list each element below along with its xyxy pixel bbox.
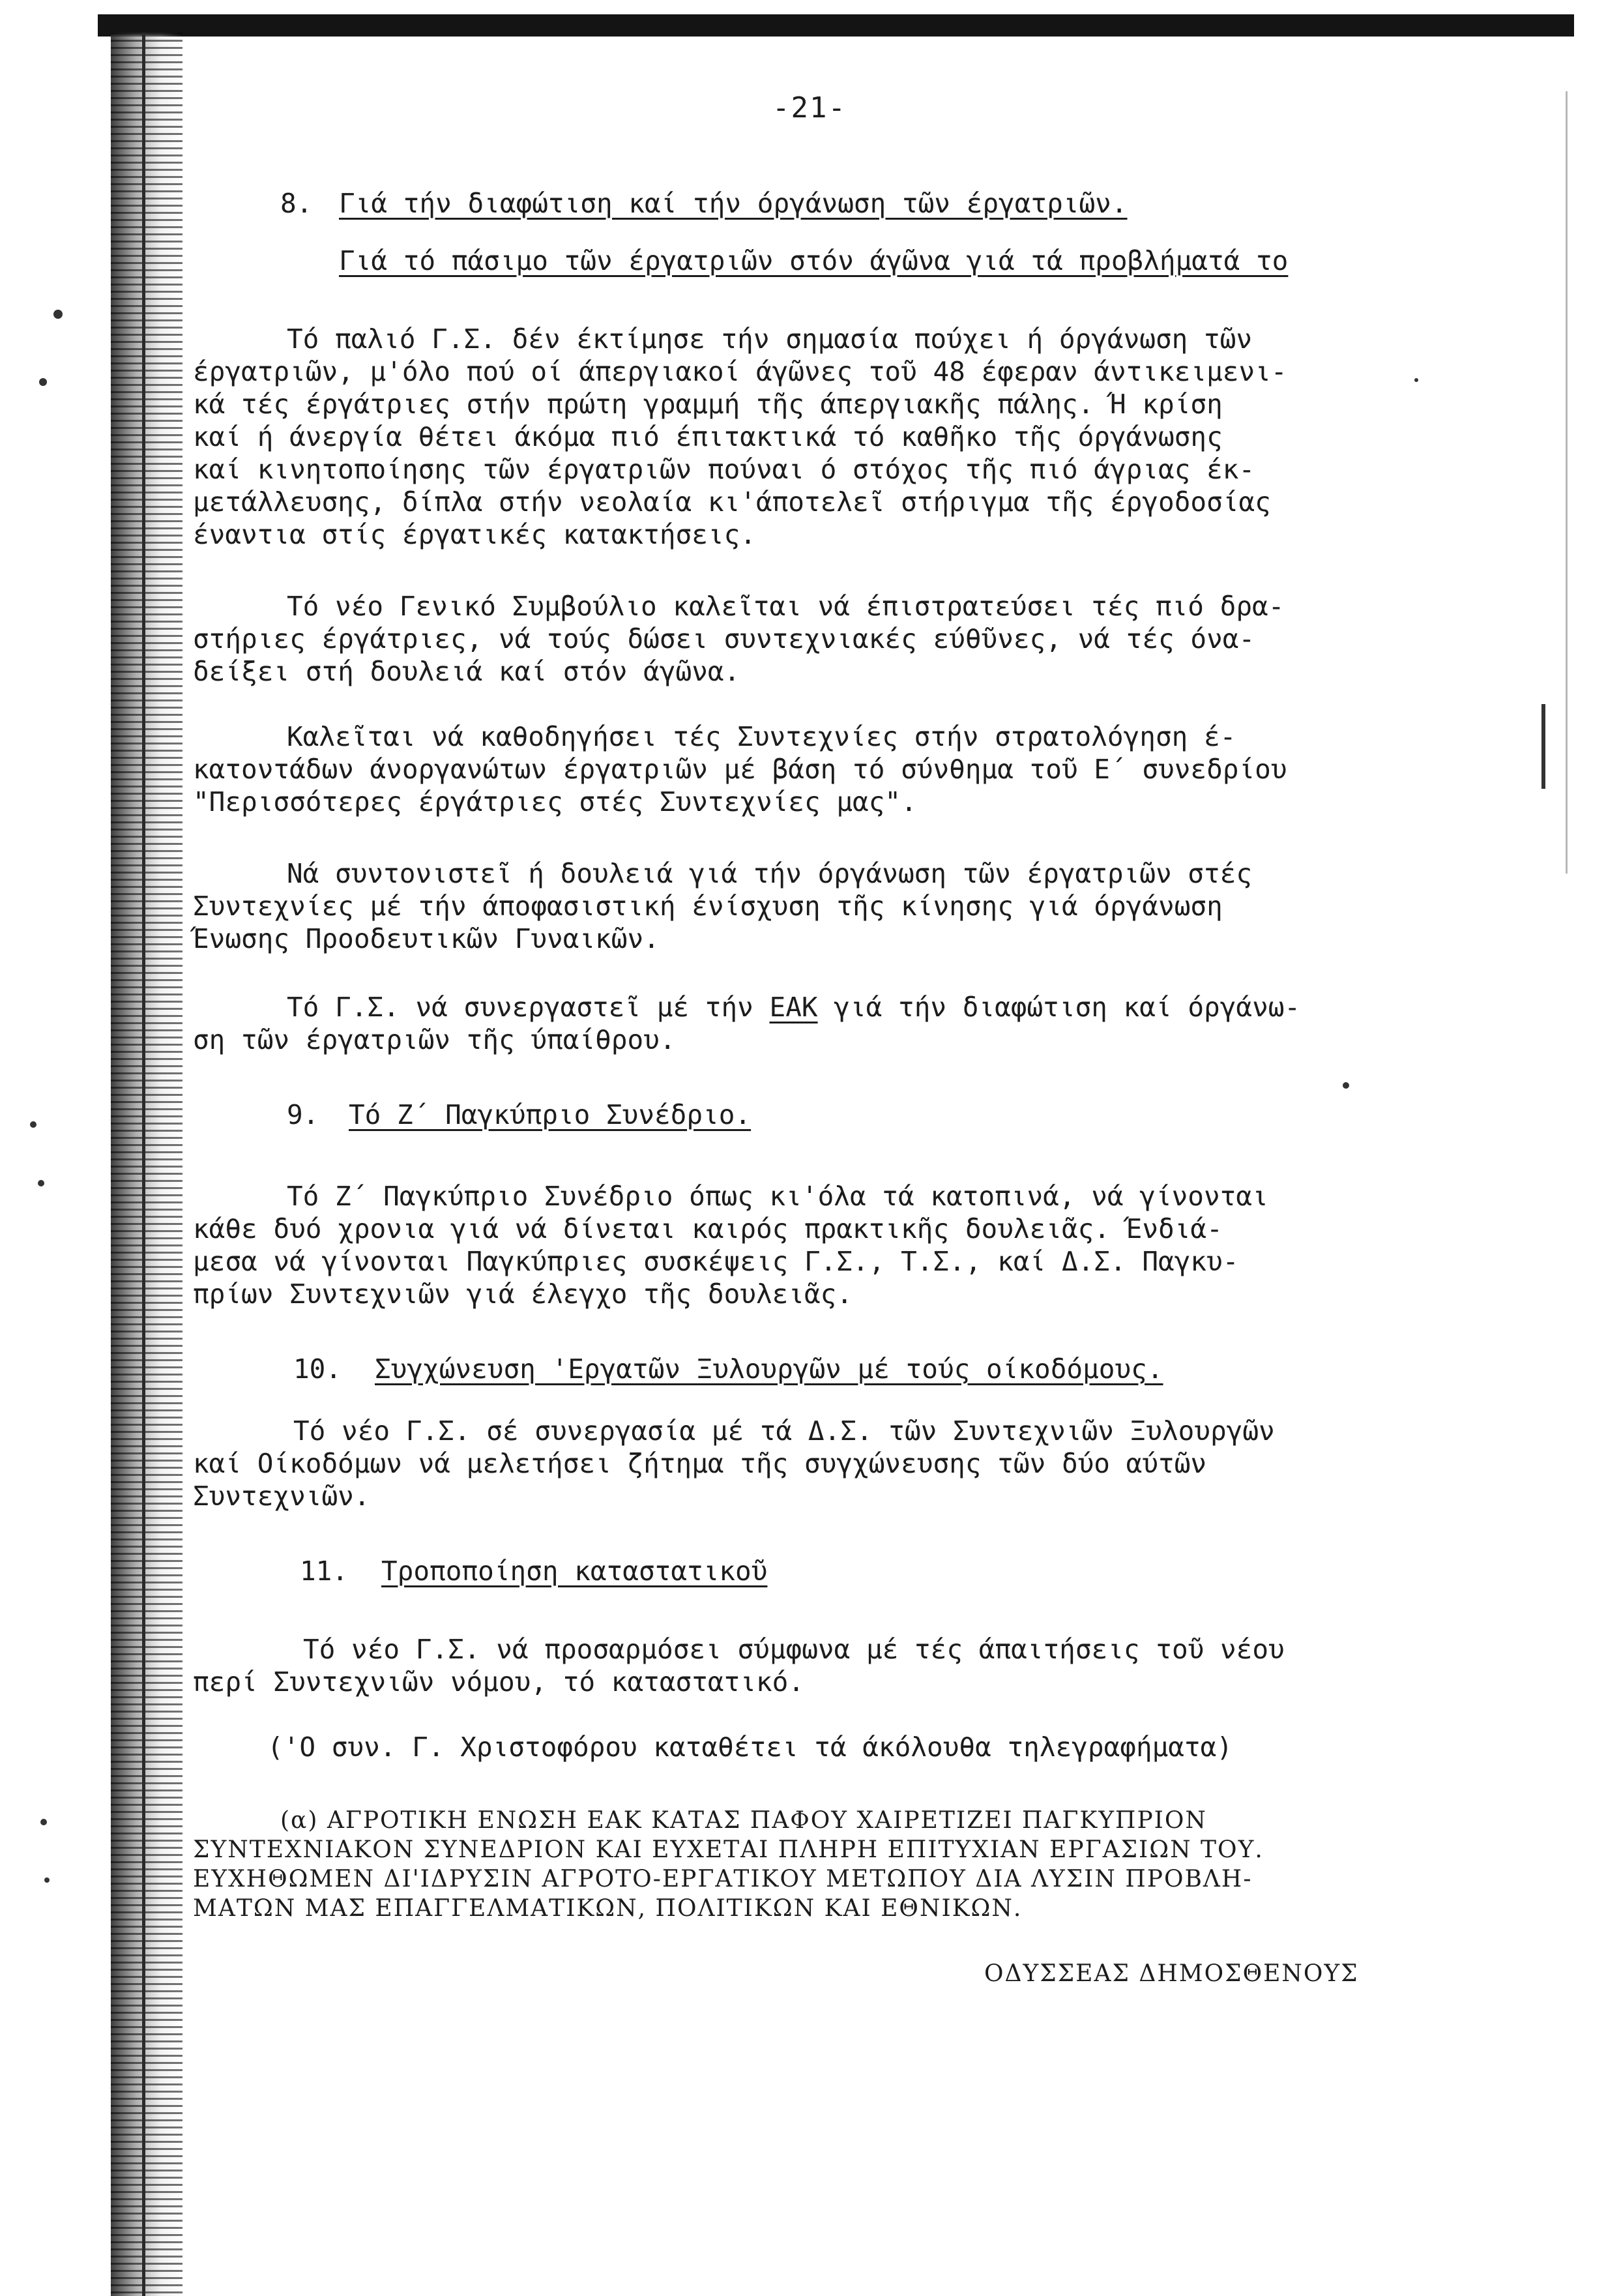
paragraph-line: Συντεχνιῶν. — [193, 1480, 370, 1512]
text-run: γιά τήν διαφώτιση καί όργάνω- — [817, 992, 1301, 1023]
paragraph-line: ση τῶν έργατριῶν τῆς ύπαίθρου. — [193, 1024, 676, 1055]
scan-speck — [53, 310, 63, 319]
section-subheading: Γιά τό πάσιμο τῶν έργατριῶν στόν άγῶνα γιά τά προβλήματά το — [339, 245, 1289, 276]
scan-top-border — [98, 14, 1574, 37]
paragraph-line: Νά συντονιστεῖ ή δουλειά γιά τήν όργάνωση τῶν έργατριῶν στές — [287, 858, 1253, 889]
paragraph-line: Συντεχνίες μέ τήν άποφασιστική ένίσχυση τῆς κίνησης γιά όργάνωση — [193, 890, 1223, 922]
paragraph-line: έναντια στίς έργατικές κατακτήσεις. — [193, 519, 756, 550]
paragraph-line — [287, 994, 1300, 1021]
section-number: 10. — [293, 1353, 342, 1385]
scan-speck — [30, 1121, 36, 1128]
paragraph-line: "Περισσότερες έργάτριες στές Συντεχνίες μας". — [193, 786, 917, 817]
paragraph-line: δείξει στή δουλειά καί στόν άγῶνα. — [193, 656, 740, 687]
paragraph-line: κάθε δυό χρονια γιά νά δίνεται καιρός πρακτικῆς δουλειᾶς. Ένδιά- — [193, 1213, 1223, 1244]
paragraph-line: Τό νέο Γενικό Συμβούλιο καλεῖται νά έπιστρατεύσει τές πιό δρα- — [287, 591, 1285, 622]
paragraph-line: έργατριῶν, μ'όλο πού οί άπεργιακοί άγῶνες τοῦ 48 έφεραν άντικειμενι- — [193, 356, 1287, 387]
scan-speck — [40, 1819, 47, 1825]
section-number: 9. — [287, 1099, 319, 1130]
section-number: 11. — [300, 1555, 349, 1587]
paragraph-line: Ένωσης Προοδευτικῶν Γυναικῶν. — [193, 923, 660, 954]
scan-margin-mark — [1566, 91, 1568, 874]
telegram-line: (α) ΑΓΡΟΤΙΚΗ ΕΝΩΣΗ ΕΑΚ ΚΑΤΑΣ ΠΑΦΟΥ ΧΑΙΡΕΤΙΖΕΙ ΠΑΓΚΥΠΡΙΟΝ — [280, 1807, 1207, 1834]
paragraph-line: μεσα νά γίνονται Παγκύπριες συσκέψεις Γ.Σ., Τ.Σ., καί Δ.Σ. Παγκυ- — [193, 1246, 1239, 1277]
scan-speck — [38, 1180, 44, 1186]
telegram-signature: ΟΔΥΣΣΕΑΣ ΔΗΜΟΣΘΕΝΟΥΣ — [984, 1960, 1359, 1987]
scan-speck — [39, 378, 47, 386]
paragraph-line: καί Οίκοδόμων νά μελετήσει ζήτημα τῆς συγχώνευσης τῶν δύο αύτῶν — [193, 1448, 1207, 1479]
section-heading: Γιά τήν διαφώτιση καί τήν όργάνωση τῶν έργατριῶν. — [339, 188, 1128, 219]
paragraph-line: Τό Ζ΄ Παγκύπριο Συνέδριο όπως κι'όλα τά κατοπινά, νά γίνονται — [287, 1181, 1268, 1212]
text-run: Τό Γ.Σ. νά συνεργαστεῖ μέ τήν — [287, 992, 770, 1023]
telegram-line: ΜΑΤΩΝ ΜΑΣ ΕΠΑΓΓΕΛΜΑΤΙΚΩΝ, ΠΟΛΙΤΙΚΩΝ ΚΑΙ ΕΘΝΙΚΩΝ. — [193, 1895, 1023, 1922]
paragraph-line: κατοντάδων άνοργανώτων έργατριῶν μέ βάση τό σύνθημα τοῦ Ε΄ συνεδρίου — [193, 754, 1287, 785]
scan-margin-mark — [1541, 704, 1545, 789]
telegram-intro: ('Ο συν. Γ. Χριστοφόρου καταθέτει τά άκόλουθα τηλεγραφήματα) — [267, 1731, 1233, 1763]
section-number: 8. — [280, 188, 313, 219]
eak-abbreviation: ΕΑΚ — [769, 992, 818, 1023]
scan-speck — [44, 1877, 50, 1883]
paragraph-line: μετάλλευσης, δίπλα στήν νεολαία κι'άποτελεῖ στήριγμα τῆς έργοδοσίας — [193, 486, 1271, 518]
paragraph-line: περί Συντεχνιῶν νόμου, τό καταστατικό. — [193, 1666, 804, 1698]
section-heading: Τό Ζ΄ Παγκύπριο Συνέδριο. — [349, 1099, 752, 1130]
scan-binding-edge — [111, 33, 182, 2296]
telegram-line: ΣΥΝΤΕΧΝΙΑΚΟΝ ΣΥΝΕΔΡΙΟΝ ΚΑΙ ΕΥΧΕΤΑΙ ΠΛΗΡΗ ΕΠΙΤΥΧΙΑΝ ΕΡΓΑΣΙΩΝ ΤΟΥ. — [193, 1836, 1264, 1863]
paragraph-line: Τό νέο Γ.Σ. σέ συνεργασία μέ τά Δ.Σ. τῶν Συντεχνιῶν Ξυλουργῶν — [293, 1415, 1275, 1447]
paragraph-line: Τό νέο Γ.Σ. νά προσαρμόσει σύμφωνα μέ τές άπαιτήσεις τοῦ νέου — [303, 1634, 1285, 1665]
paragraph-line: Τό παλιό Γ.Σ. δέν έκτίμησε τήν σημασία πούχει ή όργάνωση τῶν — [287, 323, 1253, 355]
scan-speck — [1414, 378, 1418, 382]
telegram-line: ΕΥΧΗΘΩΜΕΝ ΔΙ'ΙΔΡΥΣΙΝ ΑΓΡΟΤΟ-ΕΡΓΑΤΙΚΟΥ ΜΕΤΩΠΟΥ ΔΙΑ ΛΥΣΙΝ ΠΡΟΒΛΗ- — [193, 1866, 1253, 1892]
paragraph-line: πρίων Συντεχνιῶν γιά έλεγχο τῆς δουλειᾶς. — [193, 1278, 853, 1310]
scan-speck — [1343, 1082, 1349, 1089]
paragraph-line: καί ή άνεργία θέτει άκόμα πιό έπιτακτικά τό καθῆκο τῆς όργάνωσης — [193, 421, 1223, 452]
section-heading: Συγχώνευση 'Εργατῶν Ξυλουργῶν μέ τούς οίκοδόμους. — [375, 1353, 1163, 1385]
paragraph-line: καί κινητοποίησης τῶν έργατριῶν πούναι ό στόχος τῆς πιό άγριας έκ- — [193, 454, 1255, 485]
section-heading: Τροποποίηση καταστατικοῦ — [381, 1555, 768, 1587]
page-number: -21- — [772, 91, 847, 125]
paragraph-line: κά τές έργάτριες στήν πρώτη γραμμή τῆς άπεργιακῆς πάλης. Ή κρίση — [193, 389, 1223, 420]
scan-edge-line — [142, 33, 145, 2296]
paragraph-line: Καλεῖται νά καθοδηγήσει τές Συντεχνίες στήν στρατολόγηση έ- — [287, 721, 1236, 752]
paragraph-line: στήριες έργάτριες, νά τούς δώσει συντεχνιακές εύθῦνες, νά τές όνα- — [193, 623, 1255, 655]
